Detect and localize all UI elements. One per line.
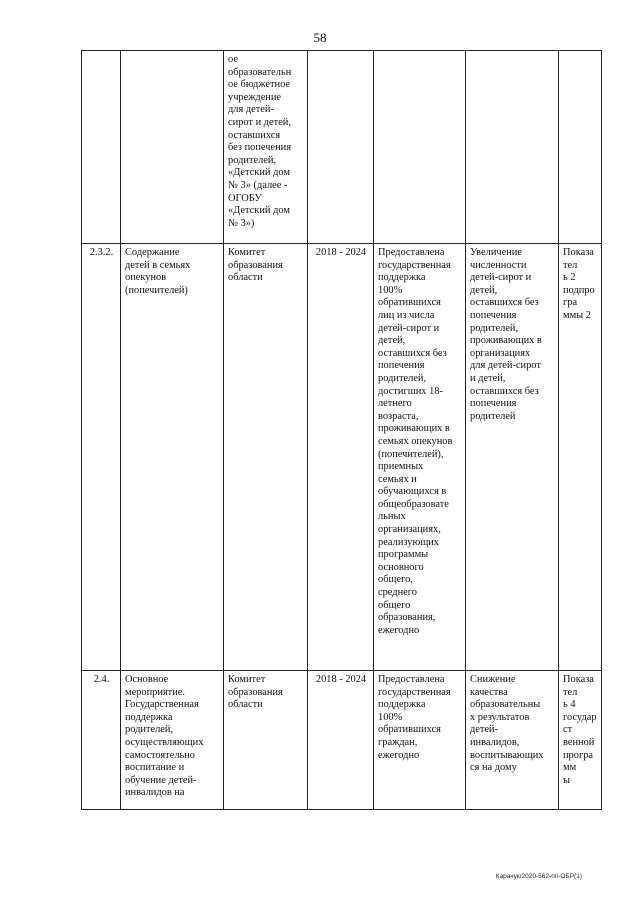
item-number-cell (82, 51, 121, 244)
period-cell: 2018 - 2024 (308, 671, 374, 810)
consequence-cell: Снижение качества образовательны х результатов детей- инвалидов, воспитывающих ся на дому (466, 671, 559, 810)
expected-result-cell (374, 51, 466, 244)
indicator-cell (559, 51, 602, 244)
item-number-cell: 2.3.2. (82, 244, 121, 671)
executor-cell: Комитет образования области (224, 671, 308, 810)
period-cell: 2018 - 2024 (308, 244, 374, 671)
executor-cell: Комитет образования области (224, 244, 308, 671)
table-row (82, 244, 602, 671)
item-number-cell: 2.4. (82, 671, 121, 810)
table-row (82, 671, 602, 810)
consequence-cell (466, 51, 559, 244)
expected-result-cell: Предоставлена государственная поддержка 100% обратившихся лиц из числа детей-сирот и детей, оставшихся без попечения родителей, достигших 18- летнего возраста, проживающих в семьях опекунов (попечителей), приемных семьях и обучающихся в общеобразовате льных организациях, реализующих программы основного общего, среднего общего образования, ежегодно (374, 244, 466, 671)
indicator-cell: Показател ь 4 государст венной программ ы (559, 671, 602, 810)
activity-name-cell (121, 51, 224, 244)
consequence-cell: Увеличение численности детей-сирот и детей, оставшихся без попечения родителей, проживающих в организациях для детей-сирот и детей, оставшихся без попечения родителей (466, 244, 559, 671)
period-cell (308, 51, 374, 244)
activity-name-cell: Содержание детей в семьях опекунов (попечителей) (121, 244, 224, 671)
indicator-cell: Показател ь 2 подпрогра ммы 2 (559, 244, 602, 671)
table-row (82, 51, 602, 244)
activity-name-cell: Основное мероприятие. Государственная поддержка родителей, осуществляющих самостоятельно воспитание и обучение детей- инвалидов на (121, 671, 224, 810)
document-footer: Карачук/2020-562-пп-ОБР(1) (495, 873, 582, 880)
page-number: 58 (313, 30, 327, 45)
expected-result-cell: Предоставлена государственная поддержка 100% обратившихся граждан, ежегодно (374, 671, 466, 810)
program-table (81, 50, 602, 810)
executor-cell: ое образовательн ое бюджетное учреждение для детей- сирот и детей, оставшихся без попечения родителей, «Детский дом № 3» (далее - ОГОБУ «Детский дом № 3») (224, 51, 308, 244)
